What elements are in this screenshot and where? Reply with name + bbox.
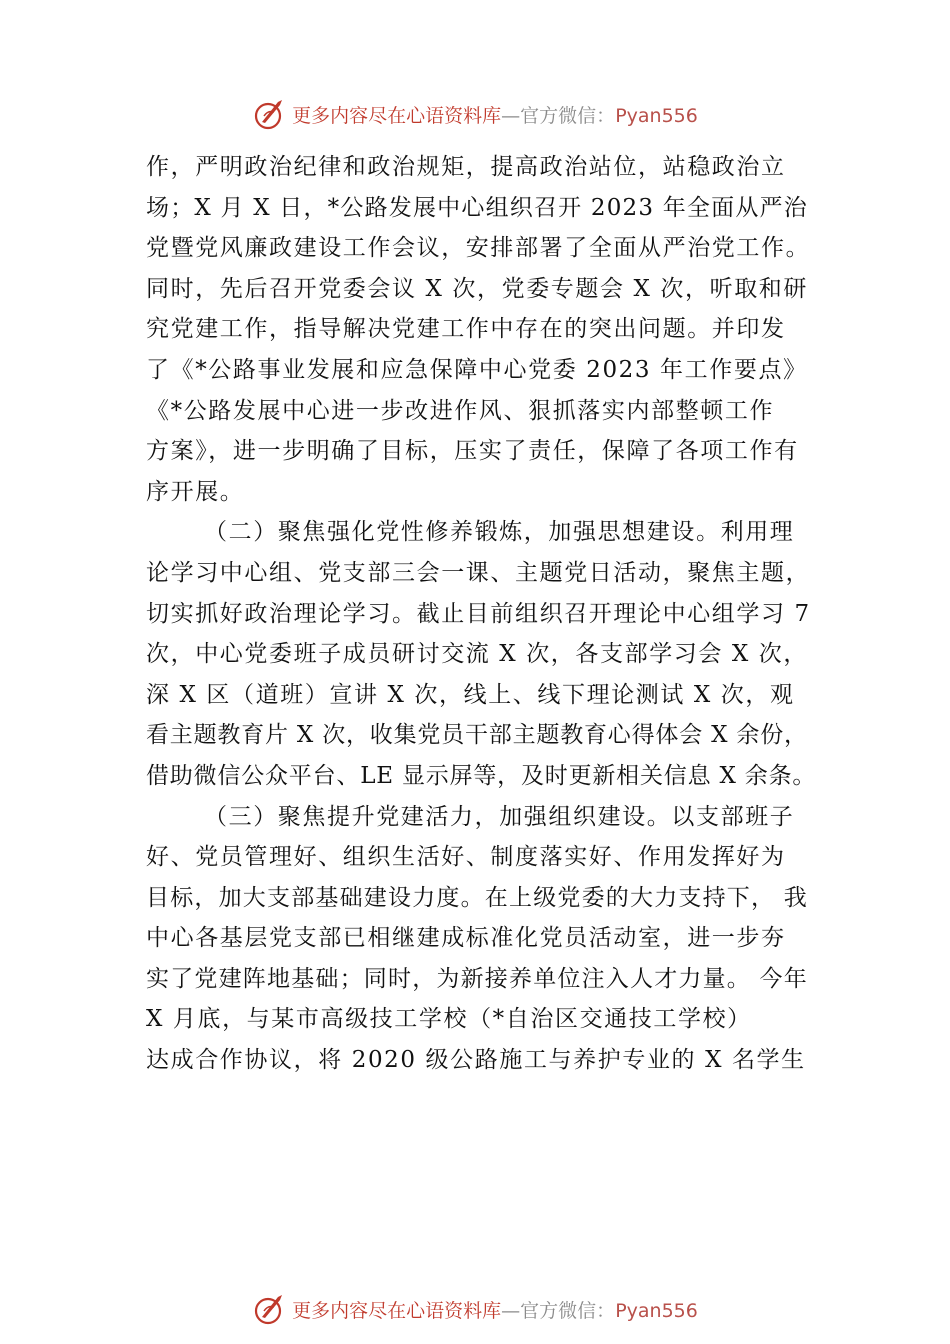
header-watermark [0,94,950,134]
document-body [146,147,818,1081]
text-line: 目标，加大支部基础建设力度。在上级党委的大力支持下， 我 [146,884,808,911]
watermark-separator: — [501,104,521,127]
text-line: 切实抓好政治理论学习。截止目前组织召开理论中心组学习 7 [146,600,811,627]
quill-seal-icon [252,96,288,132]
text-line: 同时，先后召开党委会议 X 次，党委专题会 X 次，听取和研 [146,275,808,302]
text-line: 《*公路发展中心进一步改进作风、狠抓落实内部整顿工作 [146,397,775,424]
watermark-site-text: 更多内容尽在心语资料库 [292,104,502,127]
watermark-separator: — [501,1299,521,1322]
text-line: X 月底，与某市高级技工学校（*自治区交通技工学校） [146,1006,752,1033]
text-line: 实了党建阵地基础；同时，为新接养单位注入人才力量。 今年 [146,965,808,992]
text-line: 了《*公路事业发展和应急保障中心党委 2023 年工作要点》 [146,356,808,383]
text-line: 中心各基层党支部已相继建成标准化党员活动室，进一步夯 [146,925,786,952]
text-line: 场；X 月 X 日，*公路发展中心组织召开 2023 年全面从严治 [146,194,808,221]
text-line: 论学习中心组、党支部三会一课、主题党日活动，聚焦主题， [146,559,811,586]
text-line: （二）聚焦强化党性修养锻炼，加强思想建设。利用理 [204,519,795,546]
footer-watermark [0,1289,950,1329]
text-line: 序开展。 [146,478,245,505]
text-line: 好、党员管理好、组织生活好、制度落实好、作用发挥好为 [146,844,786,871]
watermark-account-id: Pyan556 [615,1299,698,1322]
text-line: 次，中心党委班子成员研讨交流 X 次，各支部学习会 X 次， [146,641,808,668]
text-line: 党暨党风廉政建设工作会议，安排部署了全面从严治党工作。 [146,235,811,262]
watermark-official-text: 官方微信： [520,104,616,127]
text-line: （三）聚焦提升党建活力，加强组织建设。以支部班子 [204,803,795,830]
text-line: 方案》，进一步明确了目标，压实了责任，保障了各项工作有 [146,438,799,465]
watermark-account-id: Pyan556 [615,104,698,127]
watermark-site-text: 更多内容尽在心语资料库 [292,1299,502,1322]
text-line: 借助微信公众平台、LE 显示屏等，及时更新相关信息 X 余条。 [146,762,817,789]
text-line: 究党建工作，指导解决党建工作中存在的突出问题。并印发 [146,316,786,343]
text-line: 达成合作协议，将 2020 级公路施工与养护专业的 X 名学生 [146,1047,806,1074]
text-line: 深 X 区（道班）宣讲 X 次，线上、线下理论测试 X 次，观 [146,681,795,708]
text-line: 作，严明政治纪律和政治规矩，提高政治站位，站稳政治立 [146,154,786,180]
watermark-official-text: 官方微信： [520,1299,616,1322]
quill-seal-icon [252,1291,288,1327]
text-line: 看主题教育片 X 次，收集党员干部主题教育心得体会 X 余份， [146,722,808,749]
